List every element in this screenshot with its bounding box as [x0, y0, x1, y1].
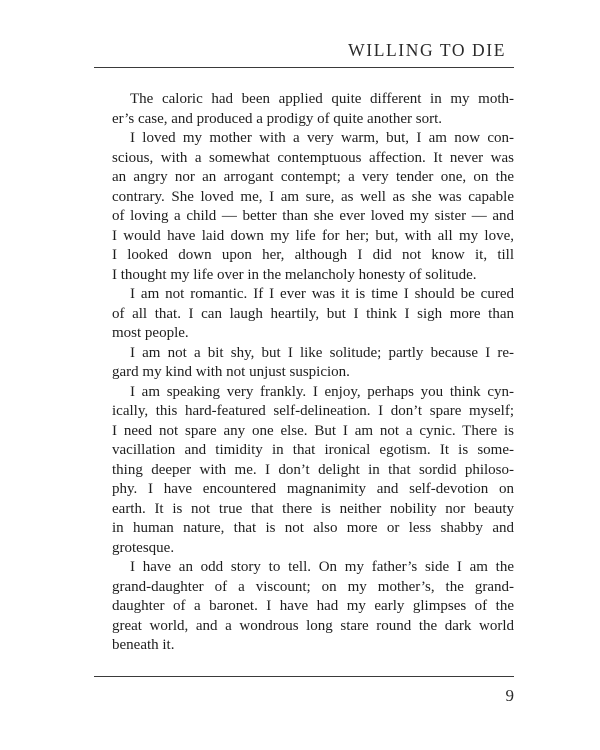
header-rule: [94, 67, 514, 68]
text-line: phy. I have encountered magnanimity and self-devotion on: [112, 481, 514, 497]
text-line: er’s case, and produced a prodigy of quite another sort.: [112, 110, 443, 127]
text-line: The caloric had been applied quite different in my moth-: [130, 91, 514, 107]
running-head: WILLING TO DIE: [348, 40, 506, 60]
text-line: I have an odd story to tell. On my father’s side I am the: [130, 559, 514, 575]
text-line: grotesque.: [112, 539, 175, 556]
paragraph: [112, 285, 514, 344]
text-line: I looked down upon her, although I did not know it, till: [112, 247, 514, 263]
text-line: ically, this hard-featured self-delineation. I don’t spare myself;: [112, 403, 514, 419]
text-line: scious, with a somewhat contemptuous affection. It never was: [112, 149, 514, 166]
text-line: I need not spare any one else. But I am not a cynic. There is: [112, 422, 514, 439]
text-line: I am not a bit shy, but I like solitude; partly because I re-: [130, 344, 514, 361]
text-line: most people.: [112, 325, 189, 341]
text-line: daughter of a baronet. I have had my early glimpses of the: [112, 598, 514, 614]
text-line: great world, and a wondrous long stare round the dark world: [112, 617, 514, 634]
text-line: of loving a child — better than she ever loved my sister — and: [112, 208, 514, 224]
paragraph: [112, 344, 514, 383]
text-line: an angry nor an arrogant contempt; a very tender one, on the: [112, 169, 514, 185]
paragraph: [112, 90, 514, 129]
text-line: grand-daughter of a viscount; on my mother’s, the grand-: [112, 578, 514, 595]
text-line: contrary. She loved me, I am sure, as well as she was capable: [112, 188, 514, 205]
paragraph: [112, 558, 514, 656]
page-number: 9: [505, 686, 514, 705]
text-line: earth. It is not true that there is neither nobility nor beauty: [112, 500, 514, 517]
text-line: in human nature, that is not also more or less shabby and: [112, 520, 514, 536]
text-line: gard my kind with not unjust suspicion.: [112, 364, 350, 380]
text-line: of all that. I can laugh heartily, but I think I sigh more than: [112, 305, 514, 322]
text-line: I would have laid down my life for her; but, with all my love,: [112, 227, 514, 244]
footer-rule: [94, 676, 514, 677]
text-line: I loved my mother with a very warm, but, I am now con-: [130, 130, 514, 146]
text-line: vacillation and timidity in that ironical egotism. It is some-: [112, 442, 514, 458]
text-line: thing deeper with me. I don’t delight in that sordid philoso-: [112, 461, 514, 478]
paragraph: [112, 383, 514, 559]
body-text: [112, 90, 514, 656]
text-line: I am speaking very frankly. I enjoy, perhaps you think cyn-: [130, 383, 514, 400]
paragraph: [112, 129, 514, 285]
text-line: I am not romantic. If I ever was it is time I should be cured: [130, 286, 514, 302]
text-line: beneath it.: [112, 637, 175, 653]
text-line: I thought my life over in the melancholy honesty of solitude.: [112, 266, 477, 283]
